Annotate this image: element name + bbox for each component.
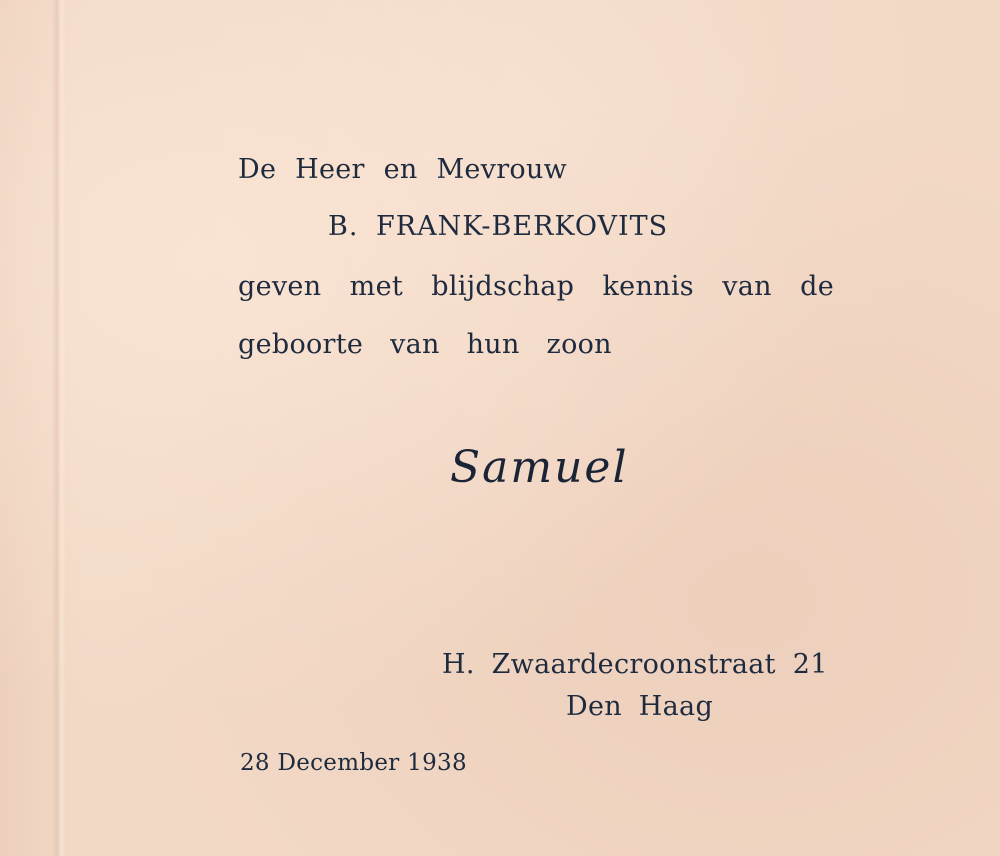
message-line-1: geven met blijdschap kennis van de (238, 271, 834, 302)
child-name: Samuel (450, 442, 629, 493)
message-line-2: geboorte van hun zoon (238, 329, 612, 360)
greeting-line: De Heer en Mevrouw (238, 154, 568, 185)
announcement-date: 28 December 1938 (240, 750, 467, 776)
address-street: H. Zwaardecroonstraat 21 (442, 649, 828, 680)
paper-fold-edge (52, 0, 66, 856)
parents-name: B. FRANK-BERKOVITS (328, 211, 669, 242)
address-city: Den Haag (566, 691, 714, 722)
